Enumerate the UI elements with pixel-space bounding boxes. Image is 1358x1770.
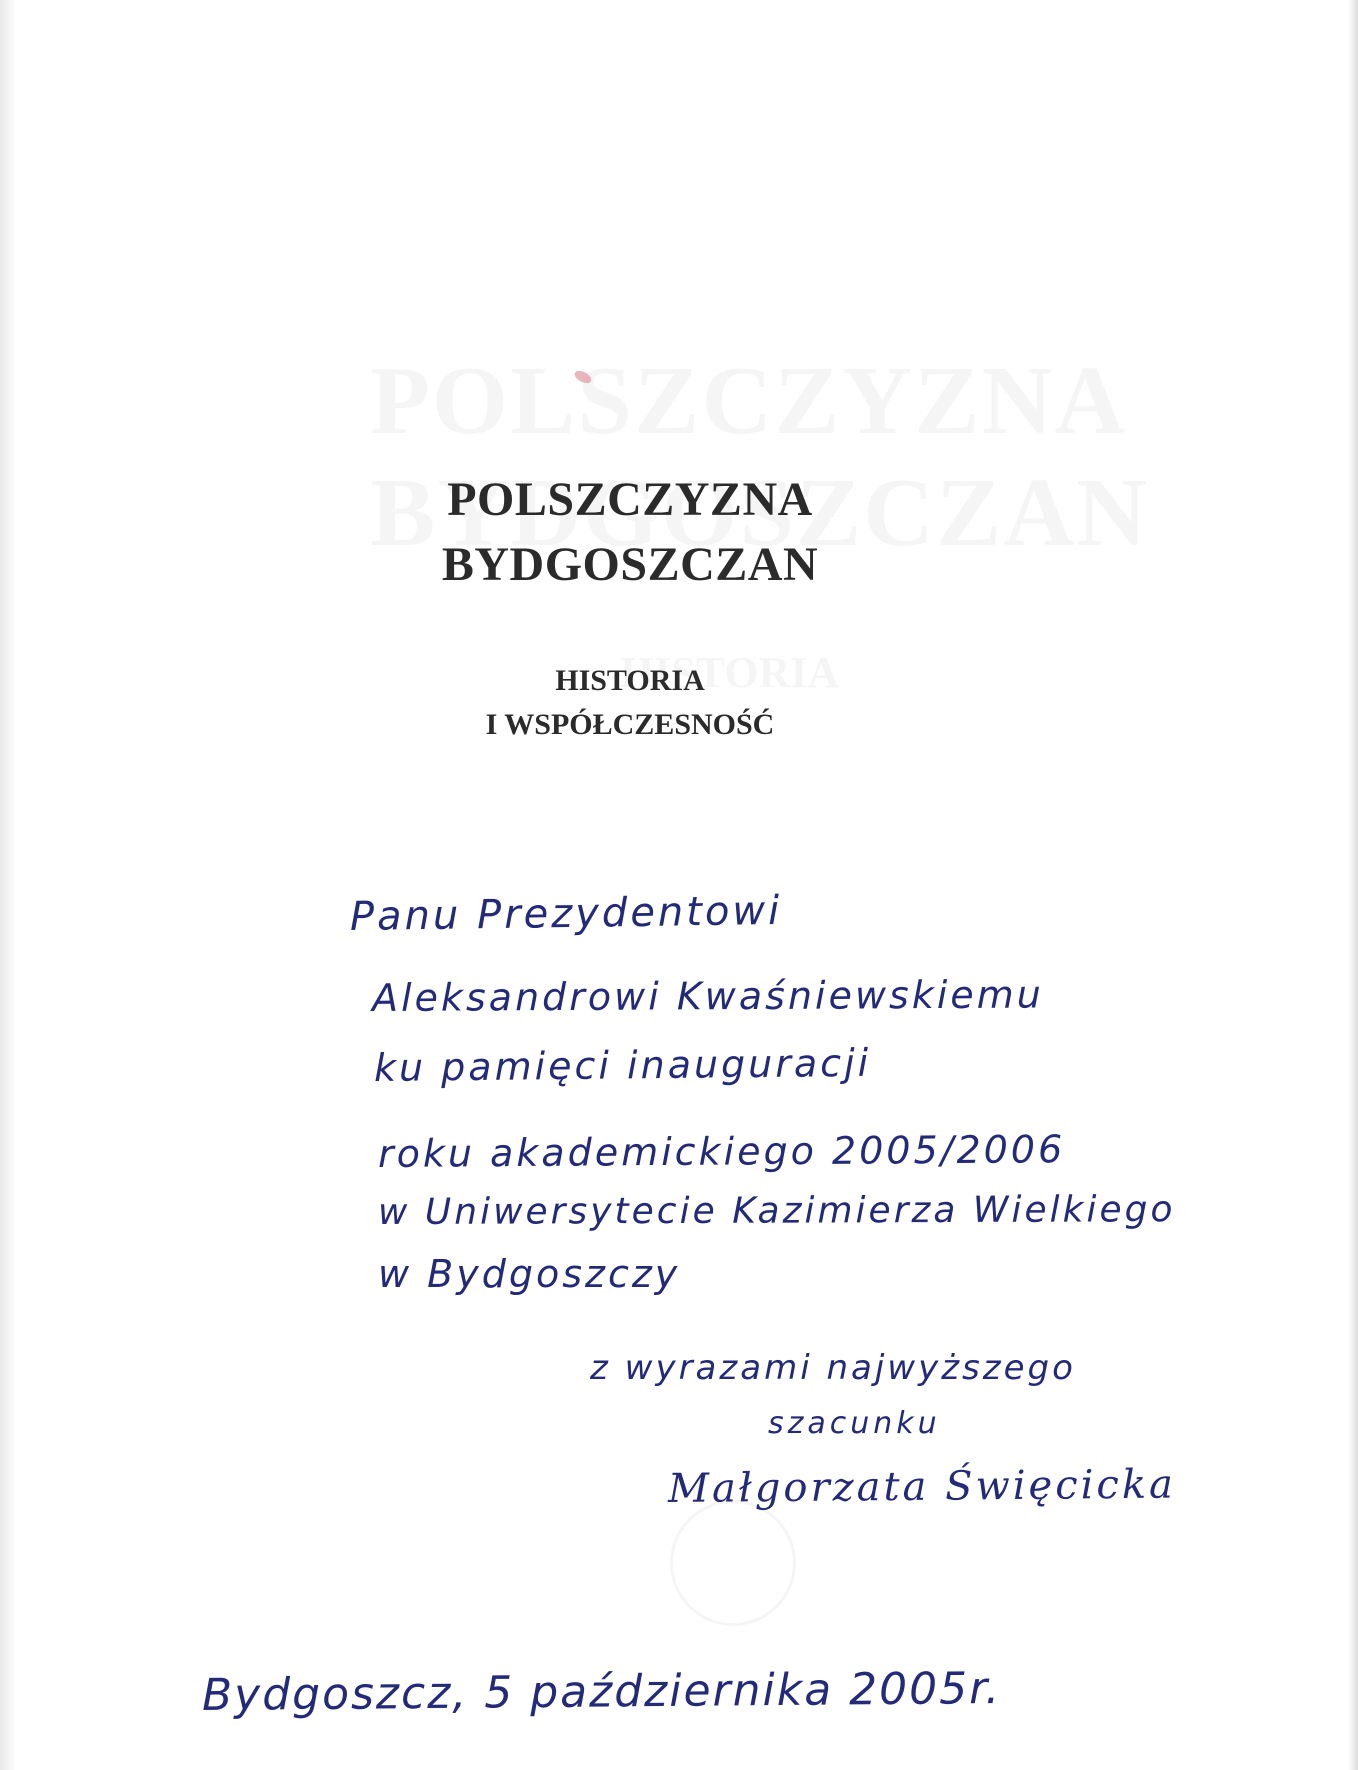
- page-edge-left: [0, 0, 14, 1770]
- book-title-line-1: POLSZCZYZNA: [447, 473, 813, 526]
- dedication-line-7: z wyrazami najwyższego: [590, 1348, 1076, 1388]
- book-subtitle-line-2: I WSPÓŁCZESNOŚĆ: [485, 708, 775, 741]
- dedication-line-2: Aleksandrowi Kwaśniewskiemu: [371, 972, 1044, 1020]
- dedication-line-3: ku pamięci inauguracji: [373, 1040, 872, 1090]
- book-title-line-2: BYDGOSZCZAN: [441, 538, 819, 591]
- dedication-line-5: w Uniwersytecie Kazimierza Wielkiego: [377, 1189, 1176, 1233]
- handwritten-signature: Małgorzata Święcicka: [667, 1461, 1177, 1512]
- book-subtitle-line-1: HISTORIA: [555, 664, 705, 697]
- page-edge-right: [1348, 0, 1358, 1770]
- dedication-line-6: w Bydgoszczy: [378, 1252, 681, 1296]
- bleed-through-emblem: [670, 1500, 796, 1626]
- dedication-line-8: szacunku: [768, 1406, 941, 1441]
- handwritten-date-line: Bydgoszcz, 5 października 2005r.: [201, 1663, 1002, 1721]
- dedication-line-1: Panu Prezydentowi: [349, 887, 783, 940]
- dedication-line-4: roku akademickiego 2005/2006: [377, 1127, 1066, 1176]
